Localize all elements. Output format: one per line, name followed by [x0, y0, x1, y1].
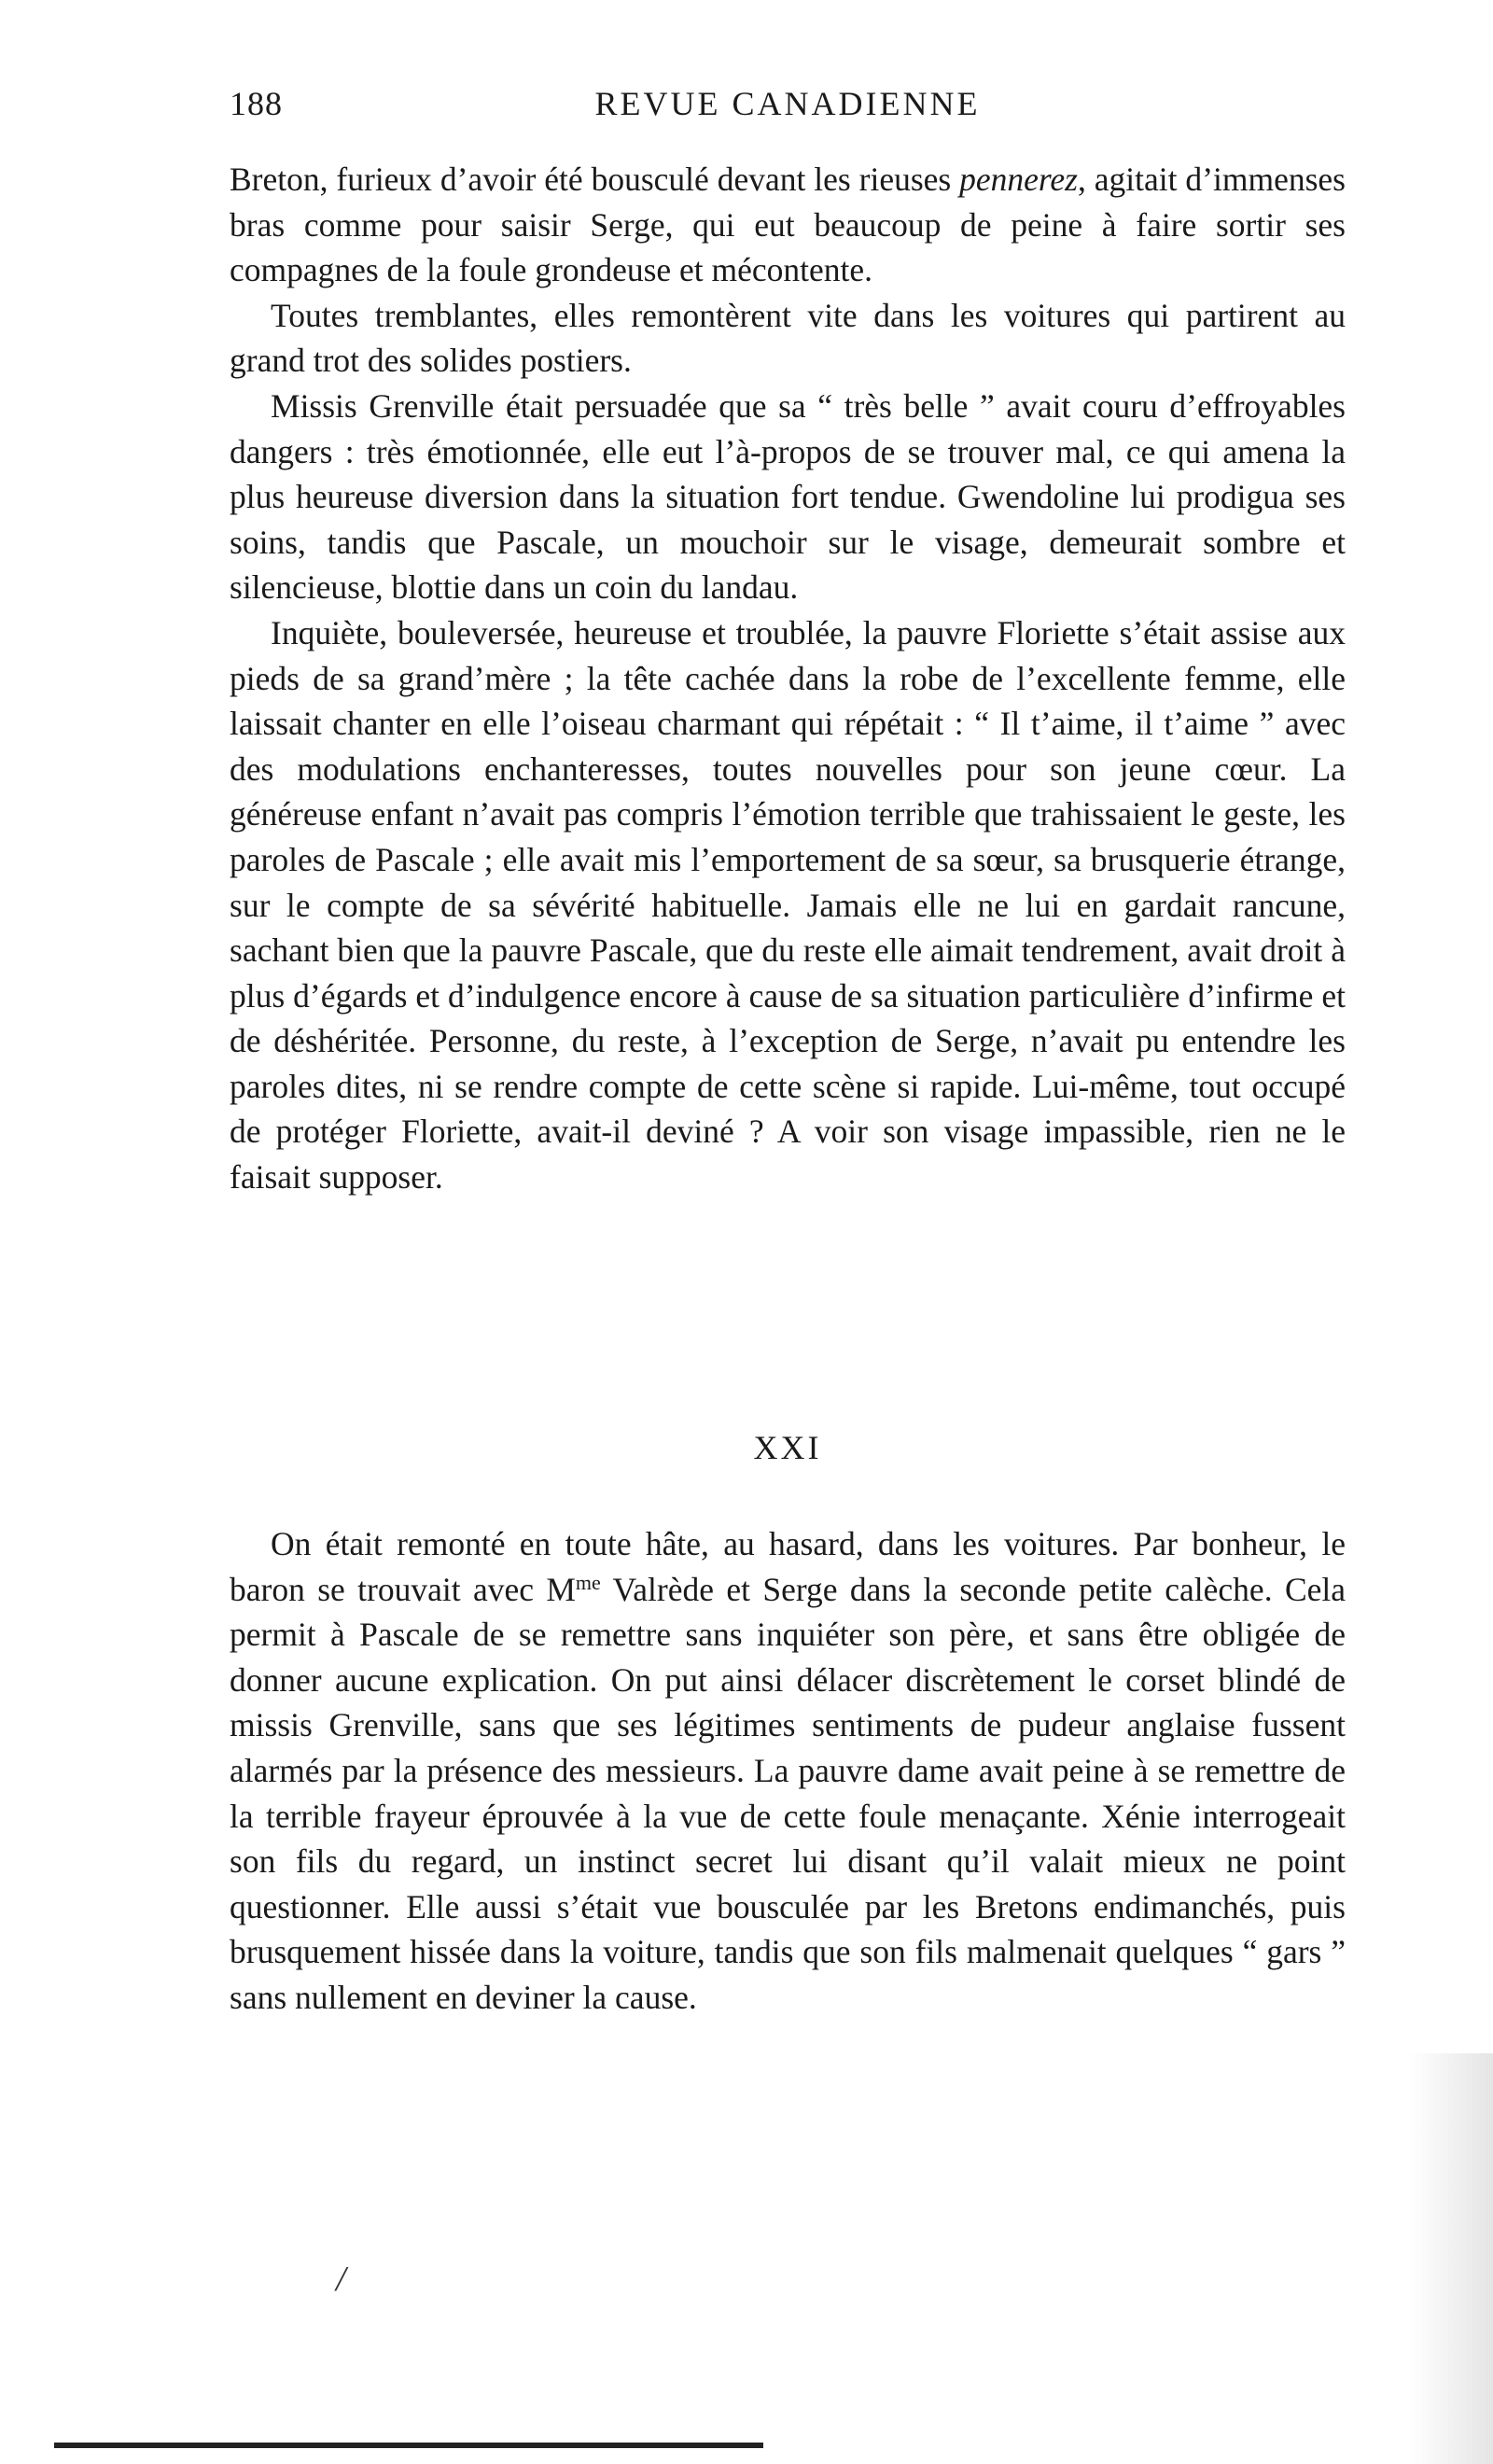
paragraph-text: Breton, furieux d’avoir été bousculé devant les rieuses [230, 161, 960, 198]
superscript-abbreviation: me [575, 1570, 601, 1594]
chapter-heading: XXI [753, 1429, 822, 1466]
page-header [230, 84, 1346, 140]
section-text-1 [230, 157, 1346, 1200]
bottom-scan-rule [54, 2443, 763, 2448]
italic-word: pennerez [959, 161, 1078, 198]
stray-pen-mark: / [336, 2260, 346, 2299]
page-number: 188 [230, 85, 283, 122]
paragraph-text: , agitait d’immenses bras comme pour saisir Serge, qui eut beaucoup de peine à faire sortir ses compagnes de la foule grondeuse et mécontente. [230, 161, 1346, 289]
paragraph [230, 157, 1346, 293]
section-text-2 [230, 1521, 1346, 2021]
paragraph: Missis Grenville était persuadée que sa “ très belle ” avait couru d’effroyables dangers : très émotionnée, elle eut l’à-propos de se trouver mal, ce qui amena la plus heureuse diversion dans la situation fort tendue. Gwendoline lui prodigua ses soins, tandis que Pascale, un mouchoir sur le visage, demeurait sombre et silencieuse, blottie dans un coin du landau. [230, 386, 1346, 607]
paragraph-text: Valrède et Serge dans la seconde petite calèche. Cela permit à Pascale de se remettre sans inquiéter son père, et sans être obligée de donner aucune explication. On put ainsi délacer discrètement le corset blindé de missis Grenville, sans que ses légitimes sentiments de pudeur anglaise fussent alarmés par la présence des messieurs. La pauvre dame avait peine à se remettre de la terrible frayeur éprouvée à la vue de cette foule menaçante. Xénie interrogeait son fils du regard, un instinct secret lui disant qu’il valait mieux ne point questionner. Elle aussi s’était vue bousculée par les Bretons endimanchés, puis brusquement hissée dans la voiture, tandis que son fils malmenait quelques “ gars ” sans nullement en deviner la cause. [230, 1570, 1346, 2016]
paragraph [230, 1521, 1346, 2021]
page-edge-shadow [1409, 2053, 1493, 2464]
paragraph: Inquiète, bouleversée, heureuse et troublée, la pauvre Floriette s’était assise aux pieds de sa grand’mère ; la tête cachée dans la robe de l’excellente femme, elle laissait chanter en elle l’oiseau charmant qui répétait : “ Il t’aime, il t’aime ” avec des modulations enchanteresses, toutes nouvelles pour son jeune cœur. La généreuse enfant n’avait pas compris l’émotion terrible que trahissaient le geste, les paroles de Pascale ; elle avait mis l’emportement de sa sœur, sa brusquerie étrange, sur le compte de sa sévérité habituelle. Jamais elle ne lui en gardait rancune, sachant bien que la pauvre Pascale, que du reste elle aimait tendrement, avait droit à plus d’égards et d’indulgence encore à cause de sa situation particulière d’infirme et de déshéritée. Personne, du reste, à l’exception de Serge, n’avait pu entendre les paroles dites, ni se rendre compte de cette scène si rapide. Lui-même, tout occupé de protéger Floriette, avait-il deviné ? A voir son visage impassible, rien ne le faisait supposer. [230, 613, 1346, 1197]
paragraph-text: On était remonté en toute hâte, au hasard, dans les voitures. Par bonheur, le baron se trouvait avec M [230, 1525, 1346, 1608]
running-title: REVUE CANADIENNE [594, 85, 981, 122]
paragraph: Toutes tremblantes, elles remontèrent vite dans les voitures qui partirent au grand trot des solides postiers. [230, 296, 1346, 380]
